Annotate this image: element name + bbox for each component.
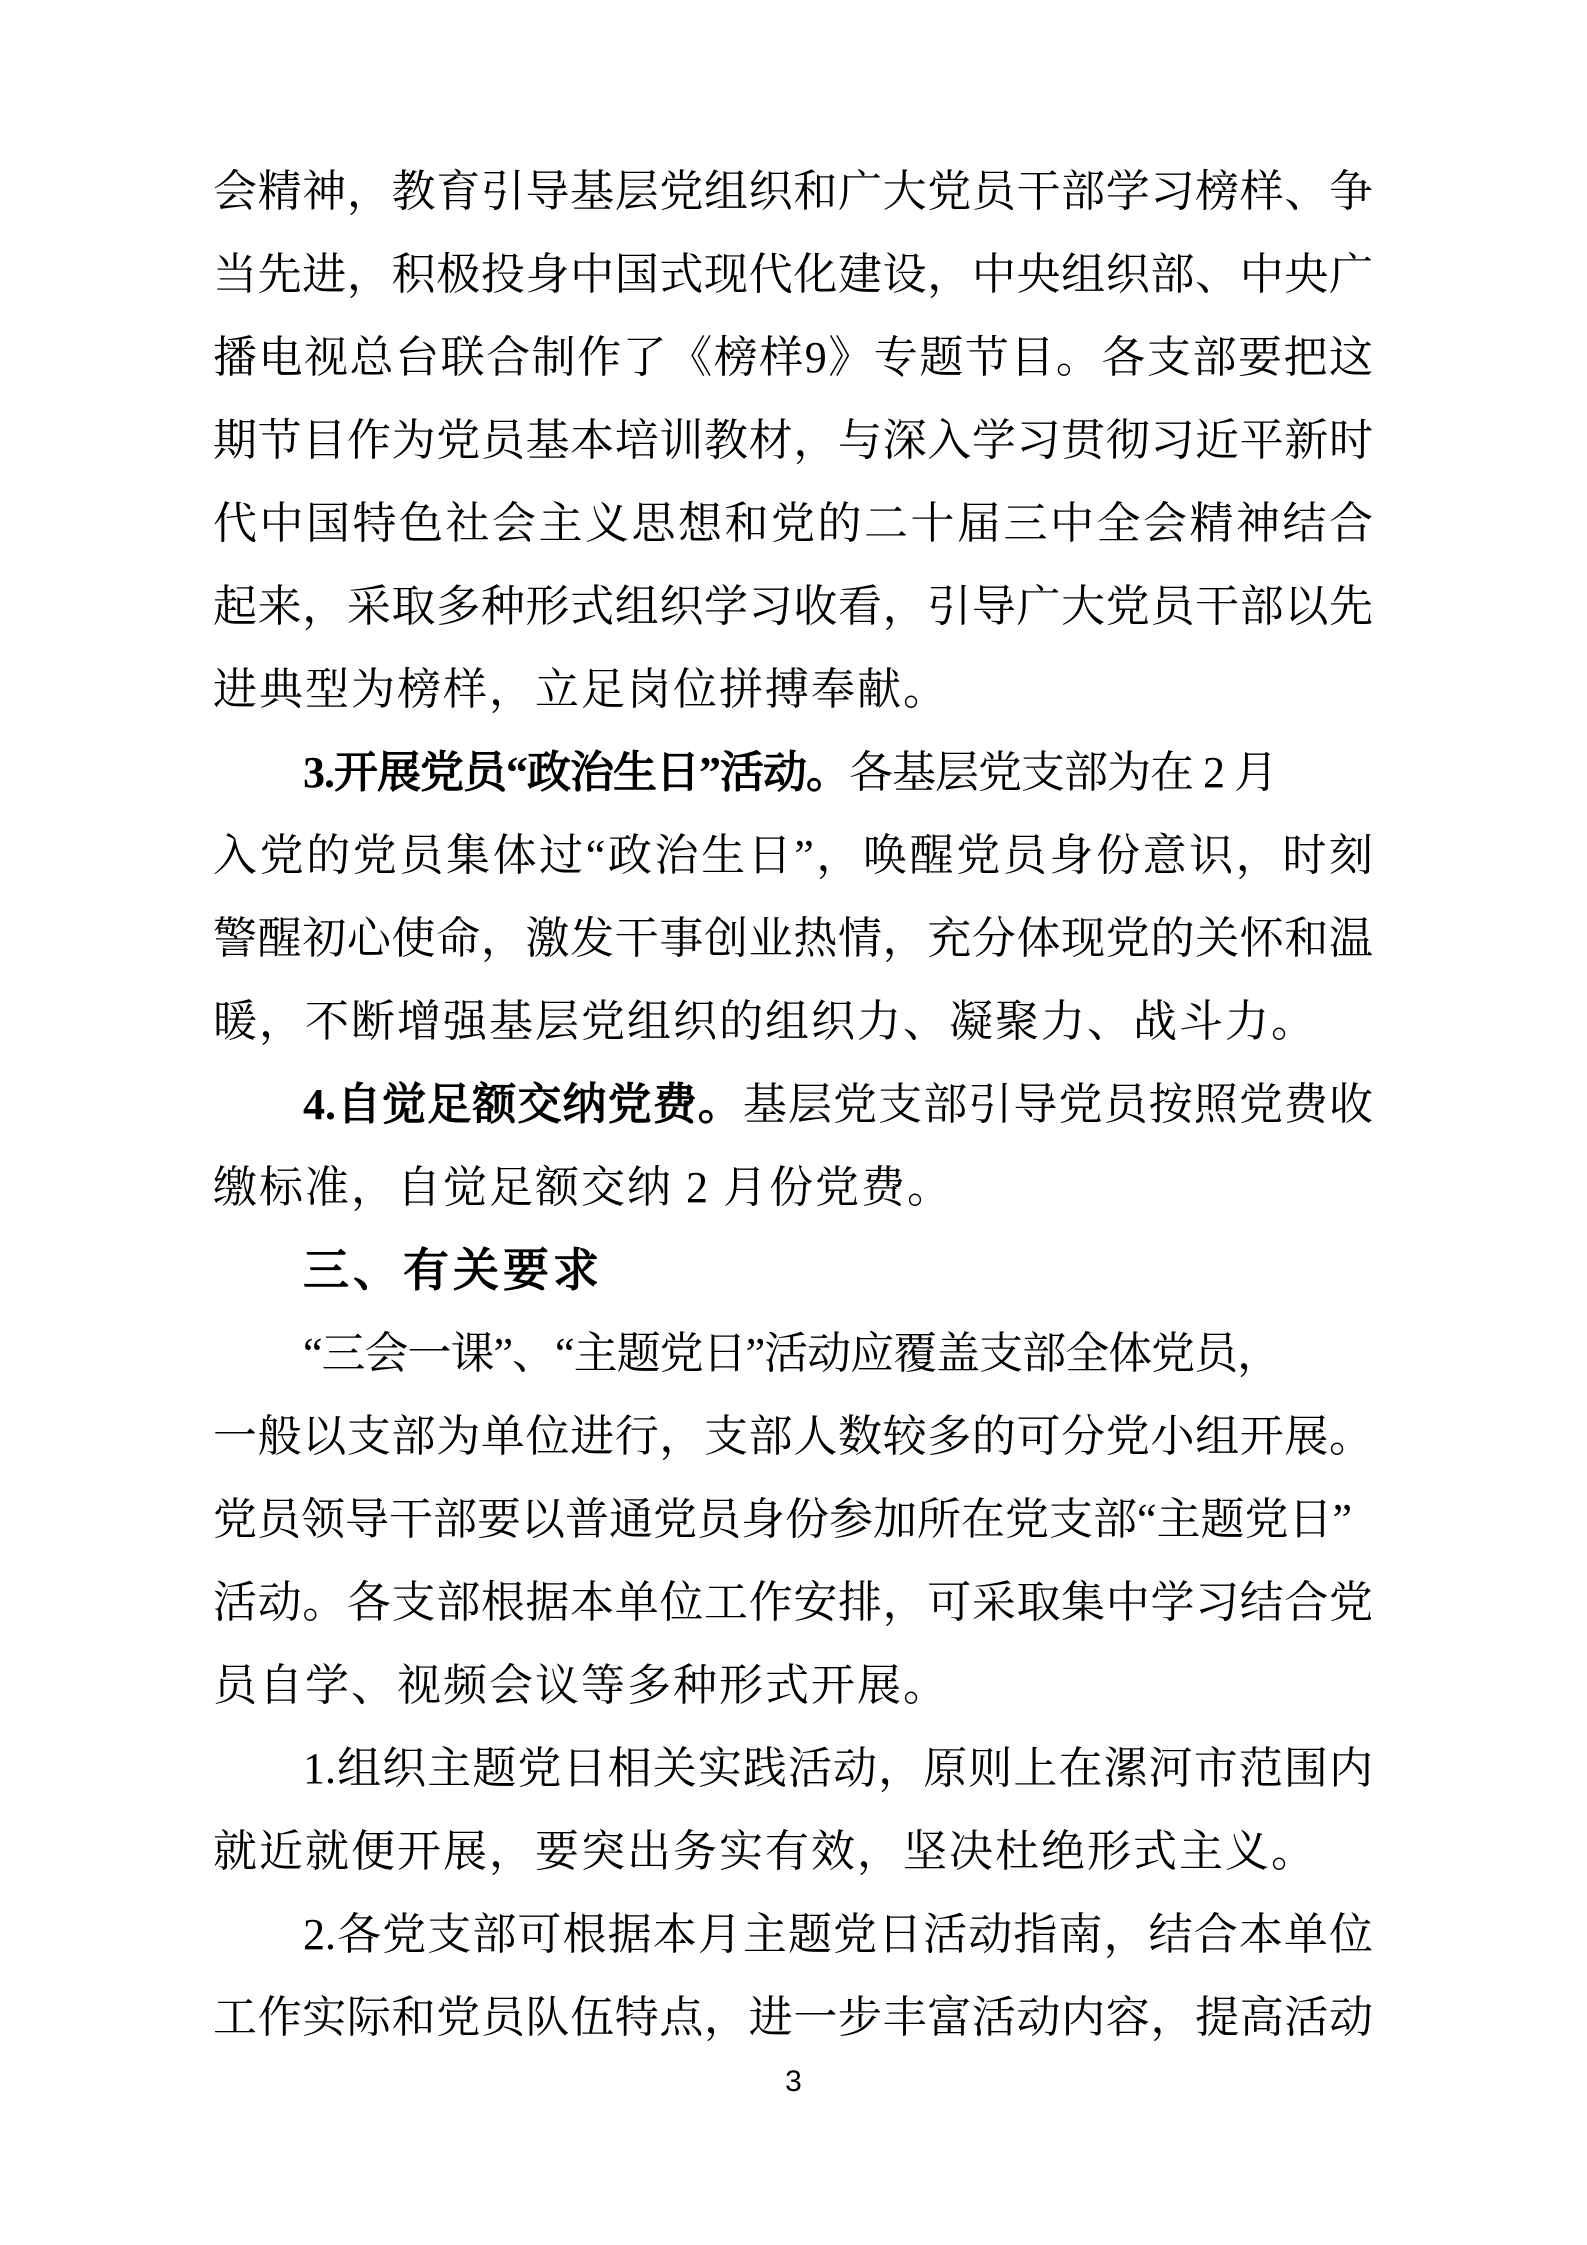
text-line xyxy=(213,1893,1373,1976)
emphasis-text: 三、有关要求 xyxy=(303,1244,603,1296)
body-text: 暖，不断增强基层党组织的组织力、凝聚力、战斗力。 xyxy=(213,997,1317,1046)
body-text: 缴标准，自觉足额交纳 2 月份党费。 xyxy=(213,1163,953,1212)
body-text: 党员领导干部要以普通党员身份参加所在党支部“主题党日” xyxy=(213,1495,1353,1544)
body-text: 代中国特色社会主义思想和党的二十届三中全会精神结合 xyxy=(213,499,1373,548)
text-line xyxy=(213,150,1373,233)
text-line xyxy=(213,399,1373,482)
body-text: 进典型为榜样，立足岗位拼搏奉献。 xyxy=(213,665,949,714)
body-text: 基层党支部引导党员按照党费收 xyxy=(742,1080,1374,1129)
paragraph-item-3-political-birthday xyxy=(213,731,1373,1063)
text-line xyxy=(213,648,1373,731)
document-body xyxy=(213,150,1373,2059)
emphasis-text: 3.开展党员“政治生日”活动。 xyxy=(303,748,849,797)
paragraph-requirement-2 xyxy=(213,1893,1373,2059)
paragraph-requirement-1 xyxy=(213,1727,1373,1893)
body-text: 起来，采取多种形式组织学习收看，引导广大党员干部以先 xyxy=(213,582,1373,631)
body-text: “三会一课”、“主题党日”活动应覆盖支部全体党员， xyxy=(303,1329,1281,1378)
body-text: 入党的党员集体过“政治生日”，唤醒党员身份意识，时刻 xyxy=(213,831,1373,880)
body-text: 就近就便开展，要突出务实有效，坚决杜绝形式主义。 xyxy=(213,1827,1317,1876)
body-text: 当先进，积极投身中国式现代化建设，中央组织部、中央广 xyxy=(213,250,1373,299)
page-number: 3 xyxy=(785,2065,802,2098)
body-text: 会精神，教育引导基层党组织和广大党员干部学习榜样、争 xyxy=(213,167,1373,216)
text-line xyxy=(213,1395,1373,1478)
text-line xyxy=(213,1146,1373,1229)
text-line xyxy=(213,1727,1373,1810)
text-line xyxy=(213,316,1373,399)
body-text: 播电视总台联合制作了《榜样9》专题节目。各支部要把这 xyxy=(213,333,1373,382)
text-line xyxy=(213,1478,1373,1561)
text-line xyxy=(213,1976,1373,2059)
paragraph-item-4-party-dues xyxy=(213,1063,1373,1229)
body-text: 活动。各支部根据本单位工作安排，可采取集中学习结合党 xyxy=(213,1578,1373,1627)
text-line xyxy=(213,1644,1373,1727)
text-line xyxy=(213,1561,1373,1644)
paragraph-continuation-banyang xyxy=(213,150,1373,731)
paragraph-requirements-intro xyxy=(213,1312,1373,1727)
text-line xyxy=(213,233,1373,316)
text-line xyxy=(213,565,1373,648)
body-text: 1.组织主题党日相关实践活动，原则上在漯河市范围内 xyxy=(303,1744,1373,1793)
body-text: 各基层党支部为在 2 月 xyxy=(849,748,1277,797)
section-heading-requirements xyxy=(213,1229,1373,1312)
body-text: 一般以支部为单位进行，支部人数较多的可分党小组开展。 xyxy=(213,1412,1373,1461)
text-line xyxy=(213,897,1373,980)
body-text: 警醒初心使命，激发干事创业热情，充分体现党的关怀和温 xyxy=(213,914,1373,963)
text-line xyxy=(213,1810,1373,1893)
body-text: 员自学、视频会议等多种形式开展。 xyxy=(213,1661,949,1710)
text-line xyxy=(213,731,1373,814)
text-line xyxy=(213,1063,1373,1146)
text-line xyxy=(213,814,1373,897)
body-text: 期节目作为党员基本培训教材，与深入学习贯彻习近平新时 xyxy=(213,416,1373,465)
text-line xyxy=(213,980,1373,1063)
emphasis-text: 4.自觉足额交纳党费。 xyxy=(303,1080,743,1129)
body-text: 2.各党支部可根据本月主题党日活动指南，结合本单位 xyxy=(303,1910,1373,1959)
body-text: 工作实际和党员队伍特点，进一步丰富活动内容，提高活动 xyxy=(213,1993,1373,2042)
text-line xyxy=(213,1229,1373,1312)
text-line xyxy=(213,1312,1373,1395)
text-line xyxy=(213,482,1373,565)
